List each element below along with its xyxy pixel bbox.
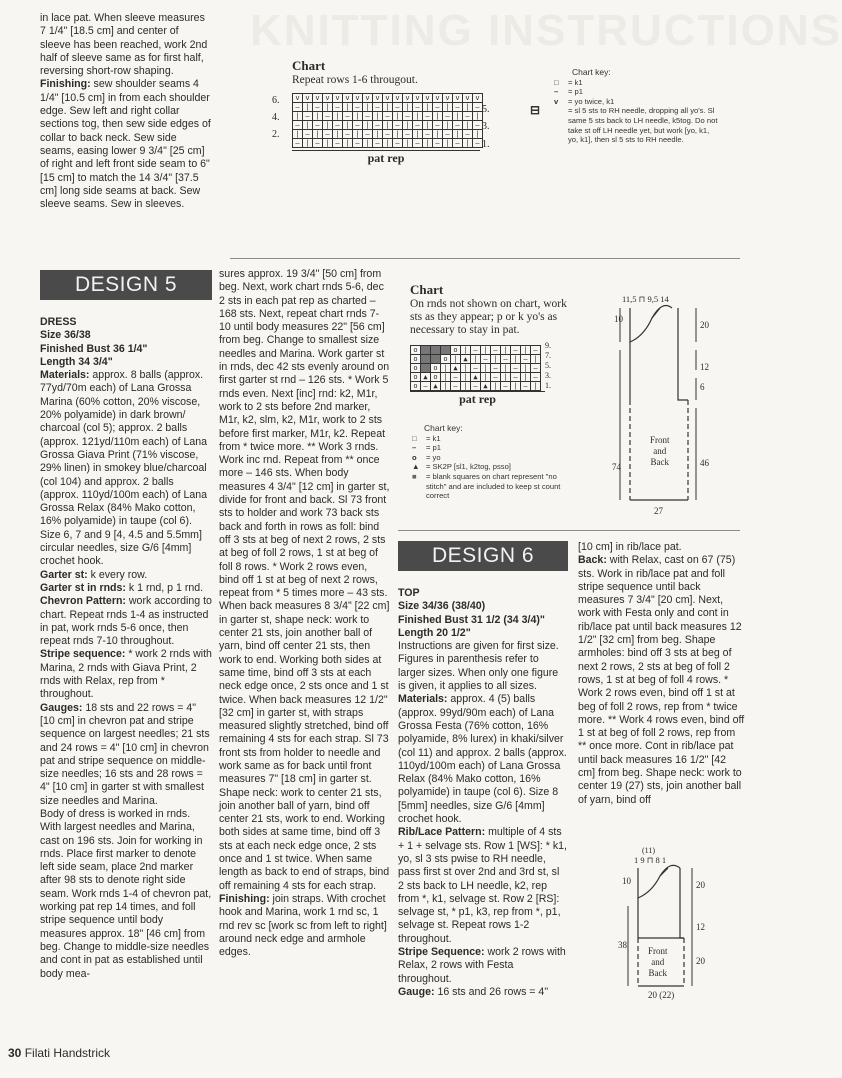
chart-cell: | (441, 373, 451, 382)
chart-cell: — (491, 346, 501, 355)
sch1-right-len: 46 (700, 458, 709, 468)
chart-cell: — (313, 139, 323, 148)
chart-cell: | (333, 130, 343, 139)
mid-row-label: 7. (545, 351, 551, 360)
chart-top-key (530, 68, 720, 145)
chart-cell: — (393, 103, 403, 112)
chart-cell: | (313, 112, 323, 121)
chart-cell: v (363, 94, 373, 103)
chart-cell: — (303, 112, 313, 121)
chart-cell: | (303, 103, 313, 112)
sch1-right-mid: 12 (700, 362, 709, 372)
chart-cell (421, 355, 431, 364)
finishing-text: sew shoulder seams 4 1/4" [10.5 cm] in from each shoulder edge. Sew left and right collar sections tog, then sew side edges of collar to back neck. Sew side seams, easing lower 9 3/4" [25 cm] of right and left front side seam to 6" [15 cm] to match the 14 3/4" [37.5 cm] long side seams at back. Sew sleeve seams. Sew in sleeves. (40, 78, 211, 211)
chart-cell: | (343, 103, 353, 112)
chart-cell: o (411, 346, 421, 355)
page-number: 30 (8, 1046, 22, 1060)
chart-cell: ▲ (461, 355, 471, 364)
chart-cell: — (393, 139, 403, 148)
chart-cell: | (461, 346, 471, 355)
chart-top-key-title: Chart key: (572, 67, 611, 77)
design5-bust: Finished Bust 36 1/4" (40, 342, 148, 355)
chart-cell: — (451, 382, 461, 391)
chart-cell: v (293, 94, 303, 103)
sch2-top: 1 9 ⊓ 8 1 (634, 855, 667, 865)
chart-cell: v (463, 94, 473, 103)
row-label-6: 6. (272, 95, 280, 106)
chart-cell (431, 355, 441, 364)
mid-row-label: 9. (545, 341, 551, 350)
chart-cell: | (443, 139, 453, 148)
chart-cell: o (431, 364, 441, 373)
chart-cell: | (303, 139, 313, 148)
chart-cell: | (521, 346, 531, 355)
chart-cell: | (293, 112, 303, 121)
chart-cell: — (383, 112, 393, 121)
chart-cell: — (481, 355, 491, 364)
chart-cell: | (373, 130, 383, 139)
chart-cell: | (521, 373, 531, 382)
chart-cell: | (511, 382, 521, 391)
chart-cell: | (521, 364, 531, 373)
chart-cell: — (473, 103, 483, 112)
chart-cell: v (413, 94, 423, 103)
chart-cell: | (363, 139, 373, 148)
chart-cell: | (373, 112, 383, 121)
chart-cell: | (383, 139, 393, 148)
sch2-right-mid: 12 (696, 922, 705, 932)
row-label-5: 5. (482, 104, 490, 115)
chart-cell (421, 364, 431, 373)
chart-cell: — (383, 130, 393, 139)
chart-mid-title: Chart (410, 282, 444, 297)
chart-cell: | (363, 121, 373, 130)
chart-cell: | (453, 130, 463, 139)
chart-cell: — (463, 112, 473, 121)
chart-cell (441, 346, 451, 355)
chart-cell: — (373, 121, 383, 130)
row-label-1: 1. (482, 139, 490, 150)
chart-cell: — (463, 130, 473, 139)
chart-cell: — (521, 382, 531, 391)
chart-cell: v (353, 94, 363, 103)
chart-cell: | (423, 121, 433, 130)
chart-cell: | (433, 130, 443, 139)
key-item: ⊟ = sl 5 sts to RH needle, dropping all yo's. Sl same 5 sts back to LH needle, k5tog. Do not take st off LH needle yet, but work [yo, k1, yo, k1], then sl 5 sts to RH needle. (530, 103, 718, 145)
chart-cell: v (313, 94, 323, 103)
sch1-right-top: 20 (700, 320, 709, 330)
chart-cell: — (471, 346, 481, 355)
chart-cell: ▲ (471, 373, 481, 382)
chart-cell: v (383, 94, 393, 103)
chart-cell: — (413, 139, 423, 148)
chart-cell: | (473, 112, 483, 121)
mid-row-label: 5. (545, 361, 551, 370)
design5-body: Body of dress is worked in rnds. With largest needles and Marina, cast on 196 sts. Join for working in rnds. Place first marker to denote left side seam, place 2nd marker after 98 sts to denote right side seam. Work rnds 1-4 of chevron pat, working pat rep 14 times, and foll stripe sequence until body measures approx. 18" [46 cm] from beg. Change to middle-size needles and cont in pat as established until body mea- (40, 807, 212, 980)
sch2-top-small: (11) (642, 846, 656, 855)
chart-cell: o (441, 355, 451, 364)
chart-cell: | (451, 355, 461, 364)
design6-intro: Instructions are given for first size. Figures in parenthesis refer to larger sizes. When only one figure is given, it applies to all sizes. (398, 640, 559, 693)
chart-cell: v (303, 94, 313, 103)
chart-cell: v (453, 94, 463, 103)
chart-cell: v (343, 94, 353, 103)
chart-cell: | (443, 121, 453, 130)
chart-cell: — (303, 130, 313, 139)
chart-cell: o (411, 355, 421, 364)
chart-cell: — (403, 130, 413, 139)
sch2-bottom: 20 (22) (648, 990, 675, 1000)
chart-cell: | (461, 364, 471, 373)
chart-cell: — (293, 103, 303, 112)
chart-cell: v (433, 94, 443, 103)
chart-cell: | (403, 103, 413, 112)
chart-cell: | (383, 103, 393, 112)
chart-cell: | (453, 112, 463, 121)
chart-cell: — (443, 112, 453, 121)
chart-cell: | (343, 121, 353, 130)
chart-cell: | (491, 382, 501, 391)
row-label-4: 4. (272, 112, 280, 123)
chart-cell (421, 346, 431, 355)
chart-cell: — (473, 139, 483, 148)
sch1-right-mid2: 6 (700, 382, 705, 392)
chart-cell: — (353, 139, 363, 148)
chart-cell: | (441, 382, 451, 391)
chart-cell: | (463, 121, 473, 130)
chart-cell: ▲ (451, 364, 461, 373)
chart-cell (431, 346, 441, 355)
chart-cell: | (471, 355, 481, 364)
chart-cell: | (323, 121, 333, 130)
chart-cell: | (461, 373, 471, 382)
chart-cell: v (423, 94, 433, 103)
chart-cell: ▲ (421, 373, 431, 382)
schematic-dress (600, 290, 730, 520)
sch1-bottom: 27 (654, 506, 663, 516)
chart-cell: — (491, 373, 501, 382)
chart-cell: | (323, 139, 333, 148)
chart-cell: | (353, 112, 363, 121)
chart-cell: — (323, 130, 333, 139)
key-item: v = yo twice, k1 (554, 96, 615, 106)
chart-mid-key: Chart key: □ = k1 – = p1 o = yo ▲ = SK2P [sl1, k2tog, psso] ■ = blank squares on chart represent "no stitch" and are included to keep st count correct (412, 423, 561, 501)
chart-top-subtitle: Repeat rows 1-6 througout. (292, 74, 418, 86)
chart-cell: | (441, 364, 451, 373)
design5-size: Size 36/38 (40, 329, 91, 342)
sch1-left-len: 74 (612, 462, 621, 472)
chart-cell: | (511, 355, 521, 364)
sch2-left-len: 38 (618, 940, 627, 950)
chart-cell: v (323, 94, 333, 103)
magazine-title: Filati Handstrick (24, 1046, 111, 1060)
chart-cell: — (423, 130, 433, 139)
design5-banner: DESIGN 5 (40, 270, 212, 300)
chart-cell: | (531, 382, 541, 391)
page-footer (8, 1046, 110, 1060)
chart-cell: — (531, 373, 541, 382)
chart-cell: — (453, 139, 463, 148)
chart-cell: — (471, 364, 481, 373)
design6-length: Length 20 1/2" (398, 626, 471, 639)
chart-top (292, 58, 492, 166)
row-label-2: 2. (272, 129, 280, 140)
chart-cell: o (411, 382, 421, 391)
intro-column (40, 12, 212, 211)
chart-cell: — (451, 373, 461, 382)
chart-cell: — (433, 121, 443, 130)
chart-cell: | (501, 346, 511, 355)
chart-cell: | (423, 103, 433, 112)
chart-cell: | (403, 121, 413, 130)
chart-cell: | (423, 139, 433, 148)
chart-cell: v (473, 94, 483, 103)
chart-cell: | (333, 112, 343, 121)
design6-item: TOP (398, 587, 420, 599)
chart-cell: — (293, 139, 303, 148)
chart-cell: ▲ (431, 382, 441, 391)
chart-mid-grid (410, 345, 590, 391)
chart-cell: — (501, 382, 511, 391)
chart-cell: — (491, 364, 501, 373)
chart-cell: — (313, 103, 323, 112)
chart-cell: — (433, 139, 443, 148)
chart-cell: | (481, 346, 491, 355)
chart-cell: — (403, 112, 413, 121)
chart-cell: | (293, 130, 303, 139)
chart-cell: — (471, 382, 481, 391)
chart-cell: — (413, 121, 423, 130)
chart-cell: | (403, 139, 413, 148)
chart-cell: | (491, 355, 501, 364)
chart-mid (410, 282, 590, 407)
chart-cell: — (353, 121, 363, 130)
design5-col2: sures approx. 19 3/4" [50 cm] from beg. Next, work chart rnds 5-6, dec 2 sts in each pat rep as charted – 168 sts. Next, repeat chart rnds 7-10 until body measures 22" [56 cm] from beg. Change to smallest size needles and Marina. Work garter st in rnds, dec 42 sts evenly around on first garter st rnd – 126 sts. * Work 5 rnds even. Next [inc] rnd: k2, M1r, work to 2 sts before 2nd marker, M1r, k2, slm, k2, M1r, work to 2 sts before first marker, M1r, k2. Repeat from * twice more. ** Work 3 rnds. Work inc rnd. Repeat from ** once more – 146 sts. When body measures 4 3/4" [12 cm] in garter st, divide for front and back. Sl 73 front sts to holder and work 73 back sts back and forth in rows as foll: bind off 3 sts at beg of next 2 rows, 2 sts at beg of foll 2 rows, 1 st at beg of foll 8 rows. * Work 2 rows even, bind off 1 st at beg of next 2 rows, repeat from * 5 times more – 43 sts. When back measures 8 3/4" [22 cm] in garter st, shape neck: work to center 21 sts, join another ball of yarn, bind off center 21 sts, then work to end. Working both sides at same time, bind off 3 sts at each neck edge once, 2 sts once and 1 st twice. When back measures 12 1/2" [32 cm] in garter st, with straps measured slightly stretched, bind off remaining 4 sts for each strap. Sl 73 front sts from holder to needle and work same as for back until front measures 7" [18 cm] in garter st. Shape neck: work to center 21 sts, join another ball of yarn, bind off center 21 sts, work to end. Working both sides at same time, bind off 3 sts at each neck edge once, 2 sts once and 1 st twice. When same length as back to end of straps, bind off remaining 4 sts for each strap. Finishing: join straps. With crochet hook and Marina, work 1 rnd sc, 1 rnd rev sc [work sc from left to right] around neck edge and armhole edges. (219, 268, 390, 959)
chart-cell: — (473, 121, 483, 130)
chart-cell: — (343, 112, 353, 121)
chart-cell: | (393, 112, 403, 121)
chart-cell: | (323, 103, 333, 112)
chart-cell: | (481, 364, 491, 373)
design5-length: Length 34 3/4" (40, 355, 113, 368)
chart-cell: — (293, 121, 303, 130)
sch1-front-back: Front and Back (650, 435, 670, 467)
chart-cell: | (481, 373, 491, 382)
design6-banner: DESIGN 6 (398, 541, 568, 571)
chart-cell: — (333, 121, 343, 130)
chart-cell: | (313, 130, 323, 139)
schematic-top (612, 846, 732, 1006)
intro-text: in lace pat. When sleeve measures 7 1/4" [18.5 cm] and center of sleeve has been reached, work 2nd half of sleeve same as for first half, reversing short-row shaping. (40, 12, 208, 78)
chart-cell: — (393, 121, 403, 130)
chart-cell: — (453, 103, 463, 112)
chart-cell: v (443, 94, 453, 103)
chart-cell: | (393, 130, 403, 139)
chart-cell: | (501, 364, 511, 373)
sch2-right-len: 20 (696, 956, 705, 966)
chart-cell: — (521, 355, 531, 364)
chart-cell: — (323, 112, 333, 121)
chart-cell: — (531, 364, 541, 373)
chart-cell: v (403, 94, 413, 103)
chart-cell: v (393, 94, 403, 103)
chart-cell: — (531, 346, 541, 355)
chart-cell: v (373, 94, 383, 103)
chart-cell: — (511, 373, 521, 382)
chart-cell: — (443, 130, 453, 139)
chart-cell: o (411, 373, 421, 382)
chart-cell: | (463, 103, 473, 112)
mid-row-label: 3. (545, 371, 551, 380)
chart-cell: | (443, 103, 453, 112)
chart-cell: o (451, 346, 461, 355)
sch2-front-back: Front and Back (648, 946, 668, 978)
design6-col2: [10 cm] in rib/lace pat. Back: with Relax, cast on 67 (75) sts. Work in rib/lace pat and foll stripe sequence until back measures 7 3/4" [20 cm]. Next, work with Festa only and cont in rib/lace pat until back measures 12 1/2" [32 cm] from beg. Shape armholes: bind off 3 sts at beg of next 2 rows, 2 sts at beg of foll 2 rows, 1 st at beg of foll 4 rows. * Work 2 rows even, bind off 1 st at beg of foll 2 rows, rep from * twice more. ** Work 4 rows even, bind off 1 st at beg of foll 2 rows, rep from ** once more. Cont in rib/lace pat until back measures 16 1/2" [42 cm] from beg. Shape neck: work to center 19 (27) sts, join another ball of yarn, bind off (578, 541, 745, 806)
chart-cell: — (413, 103, 423, 112)
chart-cell: — (353, 103, 363, 112)
chart-cell: — (313, 121, 323, 130)
chart-cell: | (353, 130, 363, 139)
chart-cell: o (431, 373, 441, 382)
chart-cell: — (343, 130, 353, 139)
header-watermark: KNITTING INSTRUCTIONS (250, 6, 842, 55)
chart-top-pat-rep: pat rep (292, 150, 480, 166)
design6-size: Size 34/36 (38/40) (398, 600, 486, 613)
chart-cell: — (511, 364, 521, 373)
chart-cell: — (511, 346, 521, 355)
sch1-top: 11,5 ⊓ 9,5 14 (622, 294, 669, 304)
chart-cell: | (463, 139, 473, 148)
chart-cell: | (413, 112, 423, 121)
chart-top-grid (292, 93, 492, 148)
design5-col1: DESIGN 5 DRESS Size 36/38 Finished Bust 36 1/4" Length 34 3/4" Materials: approx. 8 balls (approx. 77yd/70m each) of Lana Grossa Marina (60% cotton, 20% viscose, 20% polyamide) in dark brown/ charcoal (col 5); approx. 2 balls (approx. 121yd/110m each) of Lana Grossa Giava Print (71% viscose, 29% linen) in smokey blue/charcoal (col 104) and approx. 2 balls (approx. 110yd/100m each) of Lana Grossa Relax (84% Mako cotton, 16% polyamide) in taupe (col 6). Size 6, 7 and 9 [4, 4.5 and 5.5mm] circular needles, size G/6 [4mm] crochet hook. Garter st: k every row. Garter st in rnds: k 1 rnd, p 1 rnd. Chevron Pattern: work according to chart. Repeat rnds 1-4 as instructed in pat, work rnds 5-6 once, then repeat rnds 7-10 throughout. Stripe sequence: * work 2 rnds with Marina, 2 rnds with Giava Print, 2 rnds with Relax, rep from * throughout. Gauges: 18 sts and 22 rows = 4" [10 cm] in chevron pat and stripe sequence on largest needles; 21 sts and 24 rows = 4" [10 cm] in chevron pat and stripe sequence on middle-size needles; 16 sts and 28 rows = 4" [10 cm] in garter st with smallest size needles and Marina. Body of dress is worked in rnds. With largest needles and Marina, cast on 196 sts. Join for working in rnds. Place first marker to denote left side seam, place 2nd marker after 98 sts to denote right side seam. Work rnds 1-4 of chevron pat, working pat rep 14 times, and foll stripe sequence until body measures approx. 18" [46 cm] from beg. Change to middle-size needles and cont in pat as established until body mea- (40, 270, 212, 981)
chart-cell: | (363, 103, 373, 112)
chart-cell: | (461, 382, 471, 391)
sch2-left-top: 10 (622, 876, 631, 886)
schematic-dress-outline (600, 290, 730, 520)
chart-mid-subtitle: On rnds not shown on chart, work sts as they appear; p or k yo's as necessary to stay in pat. (410, 298, 567, 336)
design5-item: DRESS (40, 316, 77, 328)
key-item: □ = k1 (554, 77, 583, 87)
chart-cell: — (373, 103, 383, 112)
chart-cell: ▲ (481, 382, 491, 391)
mid-row-label: 1. (545, 381, 551, 390)
chart-cell: — (501, 355, 511, 364)
finishing-label: Finishing: (40, 78, 91, 91)
chart-cell: | (413, 130, 423, 139)
chart-cell: | (303, 121, 313, 130)
chart-cell: | (343, 139, 353, 148)
chart-top-title: Chart (292, 58, 326, 73)
chart-mid-pat-rep: pat rep (410, 391, 545, 407)
design6-bust: Finished Bust 31 1/2 (34 3/4)" (398, 613, 545, 626)
row-label-3: 3. (482, 121, 490, 132)
chart-cell: — (363, 112, 373, 121)
schematic-top-outline (612, 846, 732, 1006)
sch1-left-top: 10 (614, 314, 623, 324)
chart-cell: v (333, 94, 343, 103)
chart-cell: — (423, 112, 433, 121)
chart-cell: | (433, 112, 443, 121)
chart-cell: | (383, 121, 393, 130)
chart-cell: | (501, 373, 511, 382)
chart-cell: — (333, 139, 343, 148)
chart-cell: | (531, 355, 541, 364)
design6-col1: DESIGN 6 TOP Size 34/36 (38/40) Finished Bust 31 1/2 (34 3/4)" Length 20 1/2" Instructions are given for first size. Figures in parenthesis refer to larger sizes. When only one figure is given, it applies to all sizes. Materials: approx. 4 (5) balls (approx. 99yd/90m each) of Lana Grossa Festa (76% cotton, 16% polyamide, 8% lurex) in khaki/silver (col 11) and approx. 2 balls (approx. 110yd/100m each) of Lana Grossa Relax (84% Mako cotton, 16% polyamide) in taupe (col 6). Size 8 [5mm] needles, size G/6 [4mm] crochet hook. Rib/Lace Pattern: multiple of 4 sts + 1 + selvage sts. Row 1 [WS]: * k1, yo, sl 3 sts pwise to RH needle, pass first st over 2nd and 3rd st, sl 2 sts back to LH needle, k2, rep from *, k1, selvage st. Row 2 [RS]: selvage st, * p1, k3, rep from *, p1, selvage st. Repeat rows 1-2 throughout. Stripe Sequence: work 2 rows with Relax, 2 rows with Festa throughout. Gauge: 16 sts and 26 rows = 4" (398, 541, 568, 999)
chart-cell: — (433, 103, 443, 112)
chart-cell: — (333, 103, 343, 112)
key-item: – = p1 (554, 87, 583, 97)
chart-cell: — (421, 382, 431, 391)
sch2-right-top: 20 (696, 880, 705, 890)
chart-cell: — (373, 139, 383, 148)
chart-cell: — (453, 121, 463, 130)
chart-cell: o (411, 364, 421, 373)
chart-cell: — (363, 130, 373, 139)
chart-cell: | (473, 130, 483, 139)
